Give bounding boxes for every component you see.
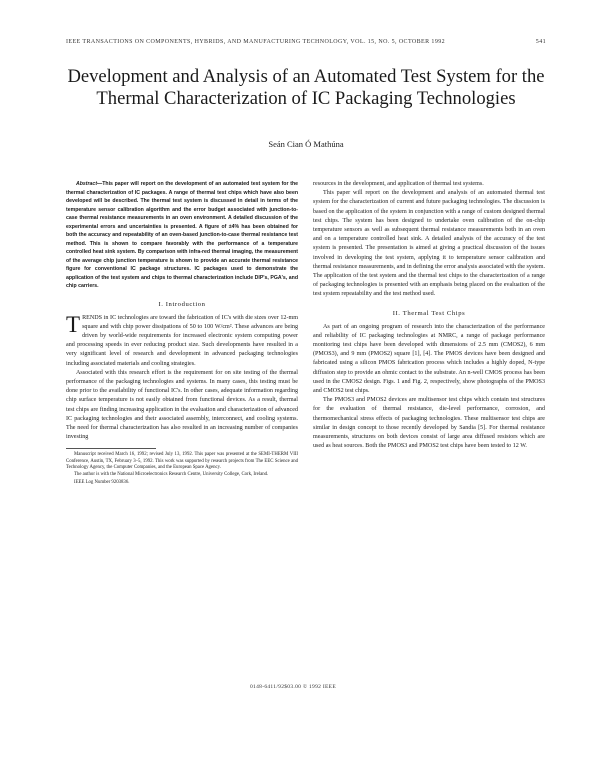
footnote-log-number: IEEE Log Number 9203836. — [74, 479, 130, 485]
journal-line: IEEE TRANSACTIONS ON COMPONENTS, HYBRIDS, AND MANUFACTURING TECHNOLOGY, VOL. 15, NO. 5, OCTOBER 1992 — [66, 39, 446, 45]
running-header — [66, 39, 546, 49]
author-line: Seán Cian Ó Mathúna — [268, 139, 344, 149]
drop-cap: T — [66, 311, 81, 337]
intro-paragraph-1-text: RENDS in IC technologies are toward the fabrication of IC's with die sizes over 12-mm square and with chip power dissipations of 50 to 100 W/cm². These advances are being driven by world-wide requirements for increased electronic system computing power and processing speeds in ever reducing product size. Such developments have resulted in a very significant level of research and development in advanced packaging technologies including associated materials and cooling strategies. — [66, 314, 298, 367]
section-heading-thermal-test-chips: II. Thermal Test Chips — [392, 309, 466, 317]
abstract-paragraph — [66, 180, 298, 291]
intro-paragraph-2: Associated with this research effort is the requirement for on site testing of the thermal performance of the packaging technologies and systems. In many cases, this testing must be done prior to the availability of functional IC's. In other cases, adequate information regarding chip surface temperature is not easily obtained from functional devices. As a result, thermal test chips are finding increasing application in the evaluation and characterization of advanced IC packaging technologies and their associated assembly, interconnect, and cooling systems. The need for thermal characterization has also resulted in an increasing number of companies investing — [66, 369, 298, 441]
footnote-rule — [66, 448, 156, 449]
intro-paragraph-1 — [66, 311, 298, 369]
right-paragraph-2: This paper will report on the development and analysis of an automated thermal test system for the characterization of current and future packaging technologies. The discussion is based on the application of the system in conjunction with a range of custom designed thermal test chips. The system has been designed to undertake oven calibration of the on-chip temperature sensors as well as subsequent thermal resistance measurements both in an oven and on a temperature controlled heat sink. A detailed analysis of the accuracy of the test system is presented. The presentation is aimed at giving a practical discussion of the issues involved in developing the test system, applying it to temperature sensor calibration and thermal resistance measurements, and in defining the error analysis associated with the system. The application of the test system and the thermal test chips to the characterization of a range of packaging technologies is presented with an emphasis being placed on the evaluation of the test system repeatability and the test method used. — [313, 190, 545, 298]
left-column — [66, 180, 298, 672]
test-chips-paragraph-2: The PMOS3 and PMOS2 devices are multisensor test chips which contain test structures for the evaluation of thermal resistance, die-level performance, corrosion, and thermomechanical stress effects of packaging technologies. These multisensor test chips are similar in design concept to those recently developed by Sandia [5]. For thermal resistance measurements, structures on both devices consist of large area diffused resistors which are used as heat sources. Both the PMOS3 and PMOS2 test chips have been tested to 12 W. — [313, 397, 545, 450]
copyright-footer: 0148-6411/92$03.00 © 1992 IEEE — [250, 684, 336, 690]
test-chips-paragraph-1: As part of an ongoing program of research into the characterization of the performance and reliability of IC packaging technologies at NMRC, a range of package performance monitoring test chips have been developed with dimensions of 2.5 mm (CMOS2), 6 mm (PMOS3), and 9 mm (PMOS2) square [1], [4]. The PMOS devices have been designed and fabricated using a silicon PMOS fabrication process which includes a highly doped, N-type diffusion step to provide an ohmic contact to the substrate. An n-well CMOS process has been used in the CMOS2 design. Figs. 1 and Fig. 2, respectively, show photographs of the PMOS3 and CMOS2 test chips. — [313, 323, 545, 395]
abstract-text: This paper will report on the development of an automated test system for the thermal characterization of IC packages. A range of thermal test chips which have also been developed will be described. The thermal test system is discussed in detail in terms of the temperature sensor calibration algorithm and the error budget associated with junction-to-case thermal resistance measurements in an oven environment. A detailed discussion of the experimental errors and uncertainties is presented. A figure of ±4% has been obtained for both the accuracy and repeatability of an oven-based junction-to-case thermal resistance test method. This is shown to compare favorably with the performance of a temperature controlled heat sink system. By comparison with infra-red thermal imaging, the measurement of the average chip junction temperature is shown to provide an accurate thermal resistance figure for conventional IC package structures. IC packages used to demonstrate the application of the test system and chips to thermal characterization include DIP's, PGA's, and chip carriers. — [66, 181, 298, 289]
abstract-label: Abstract— — [76, 181, 103, 187]
section-heading-introduction: I. Introduction — [158, 300, 206, 308]
paper-title: Development and Analysis of an Automated Test System for the Thermal Characterization of IC Packaging Technologies — [67, 66, 545, 109]
abstract — [66, 180, 298, 291]
footnote-affiliation: The author is with the National Microelectronics Research Centre, University College, Cork, Ireland. — [74, 472, 269, 478]
footnote-manuscript: Manuscript received March 16, 1992; revised July 13, 1992. This paper was presented at the SEMI-THERM VIII Conference, Austin, TX, February 3–5, 1992. This work was supported by research projects from The EEC Science and Technology Agency, the Computer Companies, and the European Space Agency. — [66, 452, 298, 470]
right-column — [313, 180, 545, 662]
right-paragraph-1: resources in the development, and application of thermal test systems. — [313, 181, 484, 187]
page-number: 541 — [535, 39, 546, 45]
